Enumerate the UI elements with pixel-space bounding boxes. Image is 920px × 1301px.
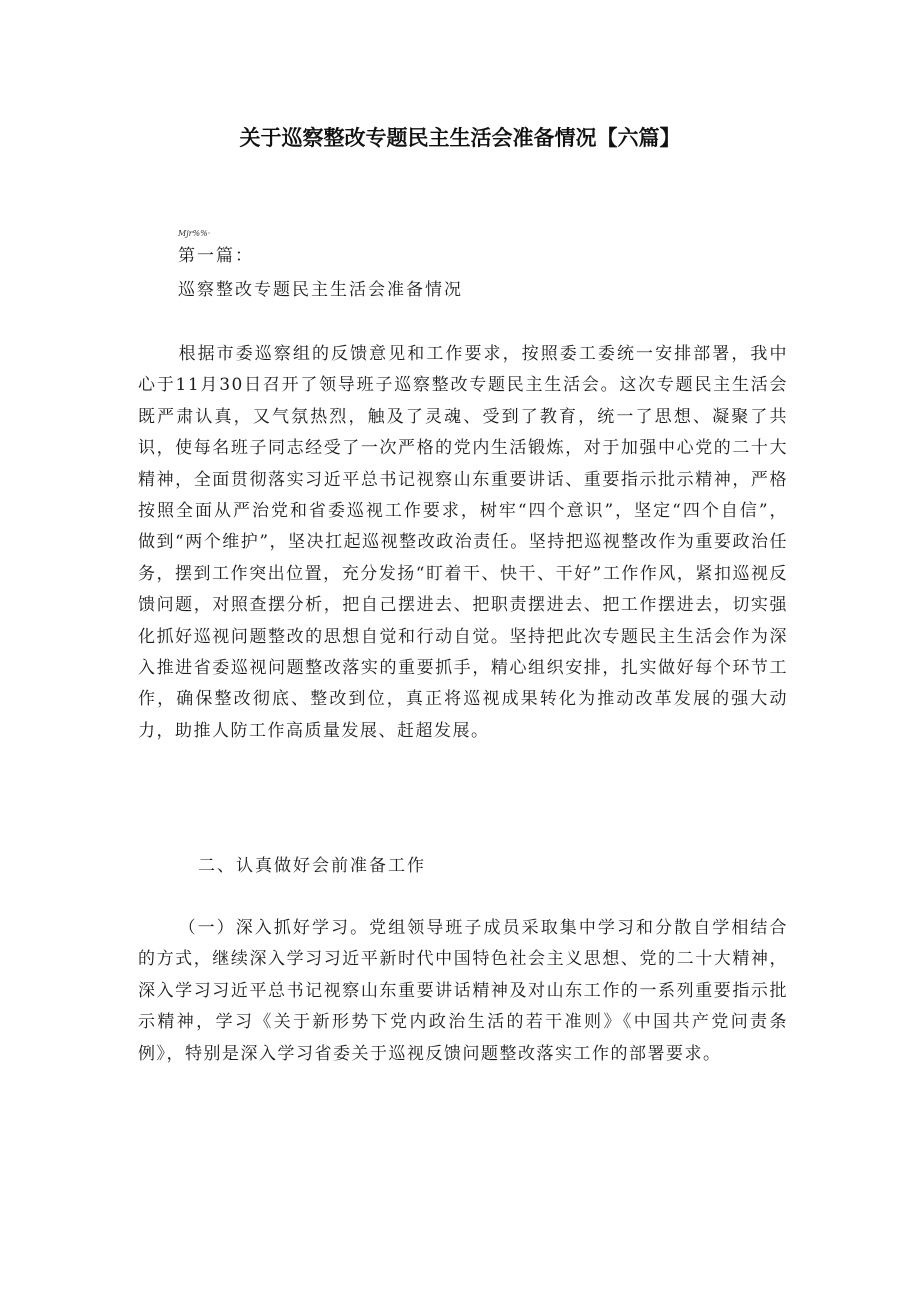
document-title: 关于巡察整改专题民主生活会准备情况【六篇】 bbox=[239, 126, 681, 150]
section-heading-2: 二、认真做好会前准备工作 bbox=[198, 856, 426, 876]
body-paragraph-1 bbox=[138, 339, 788, 747]
body-paragraph-2-text: （一）深入抓好学习。党组领导班子成员采取集中学习和分散自学相结合的方式，继续深入学习习近平新时代中国特色社会主义思想、党的二十大精神，深入学习习近平总书记视察山东重要讲话精神及对山东工作的一系列重要指示批示精神，学习《关于新形势下党内政治生活的若干准则》《中国共产党问责条例》，特别是深入学习省委关于巡视反馈问题整改落实工作的部署要求。 bbox=[138, 918, 788, 1064]
part-title: 巡察整改专题民主生活会准备情况 bbox=[178, 280, 463, 300]
part-label: 第一篇： bbox=[178, 246, 254, 266]
body-paragraph-2 bbox=[138, 913, 788, 1070]
stamp-mark: Mjr%%· bbox=[178, 229, 211, 238]
body-paragraph-1-text: 根据市委巡察组的反馈意见和工作要求，按照委工委统一安排部署，我中心于11月30日召开了领导班子巡察整改专题民主生活会。这次专题民主生活会既严肃认真，又气氛热烈，触及了灵魂、受到了教育，统一了思想、凝聚了共识，使每名班子同志经受了一次严格的党内生活锻炼，对于加强中心党的二十大精神，全面贯彻落实习近平总书记视察山东重要讲话、重要指示批示精神，严格按照全面从严治党和省委巡视工作要求，树牢“四个意识”，坚定“四个自信”，做到“两个维护”，坚决扛起巡视整改政治责任。坚持把巡视整改作为重要政治任务，摆到工作突出位置，充分发扬“盯着干、快干、干好”工作作风，紧扣巡视反馈问题，对照查摆分析，把自己摆进去、把职责摆进去、把工作摆进去，切实强化抓好巡视问题整改的思想自觉和行动自觉。坚持把此次专题民主生活会作为深入推进省委巡视问题整改落实的重要抓手，精心组织安排，扎实做好每个环节工作，确保整改彻底、整改到位，真正将巡视成果转化为推动改革发展的强大动力，助推人防工作高质量发展、赶超发展。 bbox=[138, 344, 788, 741]
